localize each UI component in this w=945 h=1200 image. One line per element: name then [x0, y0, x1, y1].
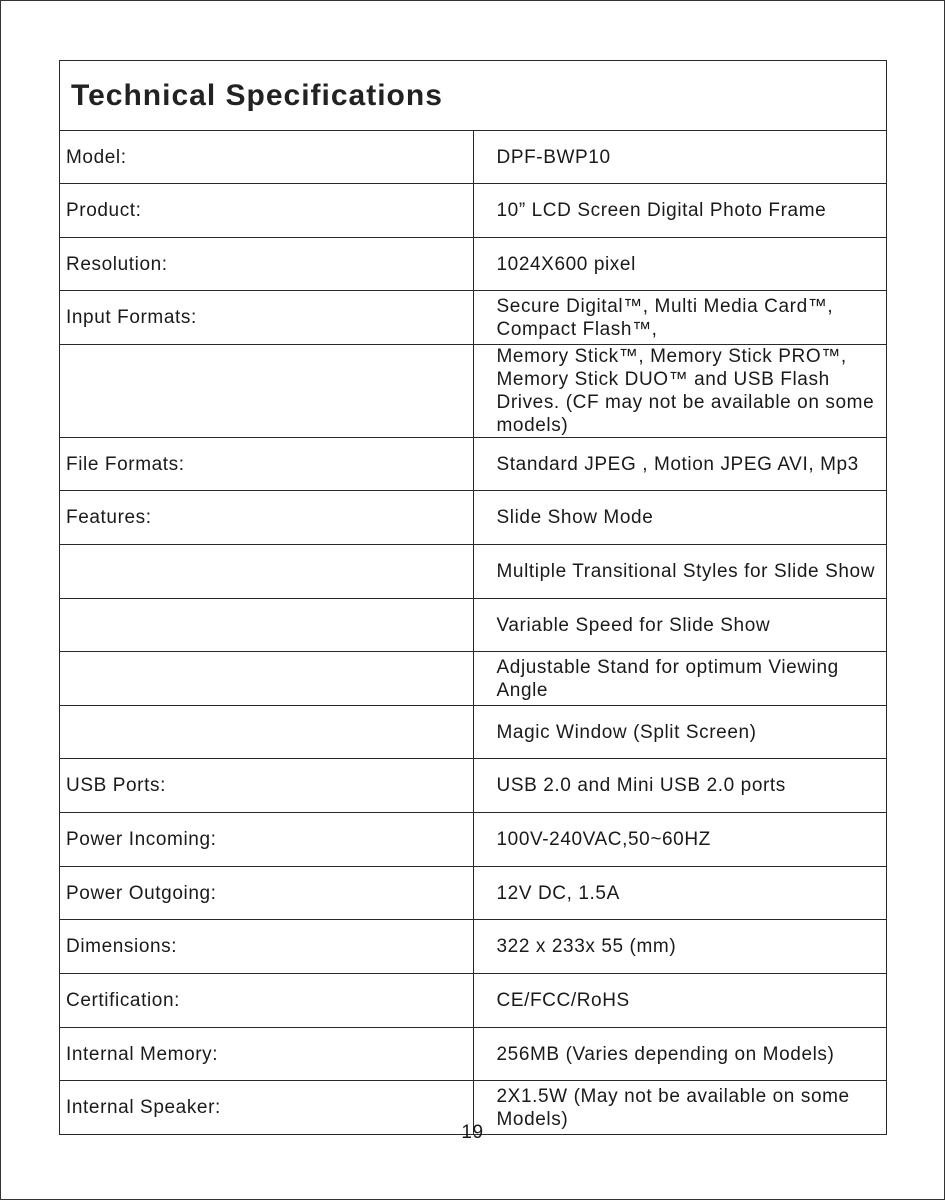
spec-label	[60, 652, 474, 706]
spec-label: Internal Speaker:	[60, 1081, 474, 1135]
spec-value: 10” LCD Screen Digital Photo Frame	[473, 184, 887, 238]
spec-value: Multiple Transitional Styles for Slide Show	[473, 545, 887, 599]
spec-label: Model:	[60, 131, 474, 184]
spec-label: USB Ports:	[60, 759, 474, 813]
spec-value: DPF-BWP10	[473, 131, 887, 184]
spec-row-certification	[60, 974, 887, 1028]
spec-label	[60, 545, 474, 599]
spec-value: Slide Show Mode	[473, 491, 887, 545]
table-title: Technical Specifications	[60, 61, 887, 131]
spec-label	[60, 345, 474, 438]
spec-row-input-formats	[60, 291, 887, 345]
spec-row-product	[60, 184, 887, 238]
spec-label: Dimensions:	[60, 920, 474, 974]
spec-value: 2X1.5W (May not be available on some Models)	[473, 1081, 887, 1135]
spec-value: 1024X600 pixel	[473, 238, 887, 291]
spec-value: Variable Speed for Slide Show	[473, 599, 887, 652]
spec-row-features-4	[60, 652, 887, 706]
spec-row-usb-ports	[60, 759, 887, 813]
spec-label: Resolution:	[60, 238, 474, 291]
spec-label: File Formats:	[60, 438, 474, 491]
spec-label	[60, 706, 474, 759]
spec-row-internal-memory	[60, 1028, 887, 1081]
spec-row-features-3	[60, 599, 887, 652]
spec-row-file-formats	[60, 438, 887, 491]
spec-value: Secure Digital™, Multi Media Card™, Compact Flash™,	[473, 291, 887, 345]
spec-row-power-outgoing	[60, 867, 887, 920]
spec-label	[60, 599, 474, 652]
spec-value: CE/FCC/RoHS	[473, 974, 887, 1028]
spec-value: Memory Stick™, Memory Stick PRO™, Memory Stick DUO™ and USB Flash Drives. (CF may not be available on some models)	[473, 345, 887, 438]
spec-value: 12V DC, 1.5A	[473, 867, 887, 920]
spec-row-features-2	[60, 545, 887, 599]
spec-value: 100V-240VAC,50~60HZ	[473, 813, 887, 867]
spec-row-features-5	[60, 706, 887, 759]
spec-row-resolution	[60, 238, 887, 291]
spec-value: USB 2.0 and Mini USB 2.0 ports	[473, 759, 887, 813]
title-row	[60, 61, 887, 131]
page-number: 19	[461, 1122, 484, 1143]
spec-value: Standard JPEG , Motion JPEG AVI, Mp3	[473, 438, 887, 491]
spec-value: 322 x 233x 55 (mm)	[473, 920, 887, 974]
spec-row-power-incoming	[60, 813, 887, 867]
specifications-table	[59, 60, 887, 1135]
spec-value: 256MB (Varies depending on Models)	[473, 1028, 887, 1081]
spec-value: Adjustable Stand for optimum Viewing Angle	[473, 652, 887, 706]
spec-label: Certification:	[60, 974, 474, 1028]
spec-label: Features:	[60, 491, 474, 545]
spec-label: Power Incoming:	[60, 813, 474, 867]
spec-label: Internal Memory:	[60, 1028, 474, 1081]
spec-label: Power Outgoing:	[60, 867, 474, 920]
spec-value: Magic Window (Split Screen)	[473, 706, 887, 759]
spec-row-input-formats-cont	[60, 345, 887, 438]
spec-label: Input Formats:	[60, 291, 474, 345]
spec-row-dimensions	[60, 920, 887, 974]
spec-row-model	[60, 131, 887, 184]
spec-row-features	[60, 491, 887, 545]
spec-label: Product:	[60, 184, 474, 238]
